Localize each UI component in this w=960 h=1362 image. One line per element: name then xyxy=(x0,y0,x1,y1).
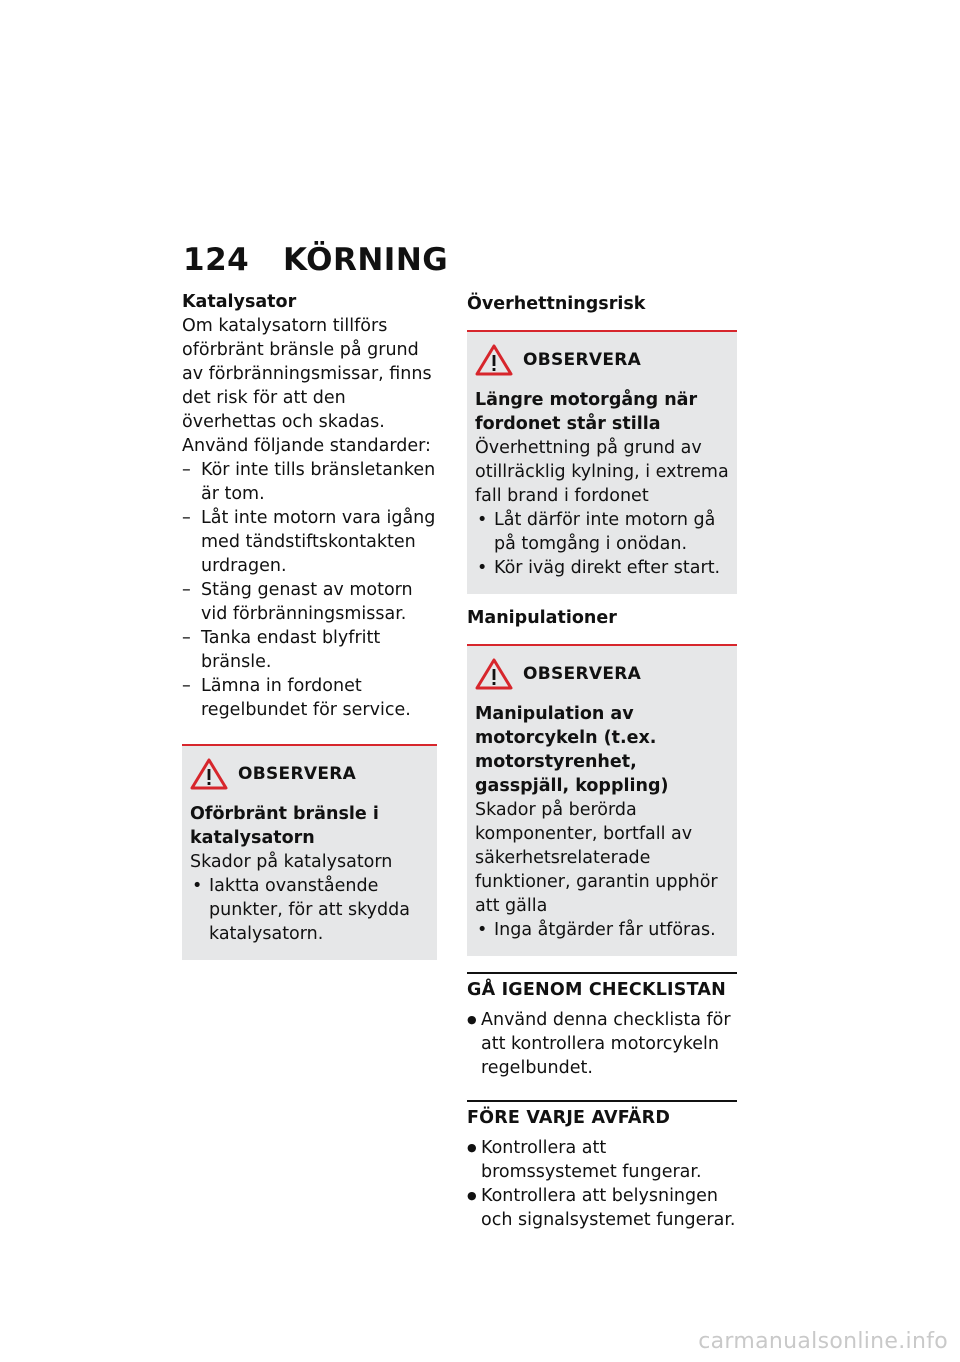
page-number: 124 xyxy=(183,242,250,278)
note-label: OBSERVERA xyxy=(523,664,642,684)
note-header xyxy=(190,758,429,790)
note-header xyxy=(475,658,729,690)
watermark: carmanualsonline.info xyxy=(698,1329,948,1354)
warning-triangle-icon xyxy=(475,658,513,690)
list-item: – Kör inte tills bränsletanken är tom. xyxy=(182,458,437,506)
list-item: – Låt inte motorn vara igång med tändstiftskontakten urdragen. xyxy=(182,506,437,578)
list-item: – Tanka endast blyfritt bränsle. xyxy=(182,626,437,674)
note-title: Längre motorgång när fordonet står stilla xyxy=(475,390,698,434)
left-column xyxy=(182,290,437,960)
manipulation-heading: Manipulationer xyxy=(467,608,617,628)
note-title: Oförbränt bränsle i katalysatorn xyxy=(190,804,379,848)
catalyst-intro: Om katalysatorn tillförs oförbränt bränsle på grund av förbränningsmissar, finns det risk för att den överhettas och skadas. xyxy=(182,316,432,432)
note-body: Skador på berörda komponenter, bortfall av säkerhetsrelaterade funktioner, garantin upphör att gälla xyxy=(475,800,718,916)
note-bullet: • Låt därför inte motorn gå på tomgång i onödan. xyxy=(475,508,729,556)
chapter-title: KÖRNING xyxy=(283,242,449,278)
right-column xyxy=(467,292,737,1232)
list-item: – Stäng genast av motorn vid förbränningsmissar. xyxy=(182,578,437,626)
list-item: – Lämna in fordonet regelbundet för service. xyxy=(182,674,437,722)
checklist-heading: GÅ IGENOM CHECKLISTAN xyxy=(467,972,737,1002)
page-header xyxy=(183,242,448,278)
list-item: ● Kontrollera att belysningen och signalsystemet fungerar. xyxy=(467,1184,737,1232)
note-bullet: • Kör iväg direkt efter start. xyxy=(475,556,729,580)
note-bullet: • Inga åtgärder får utföras. xyxy=(475,918,729,942)
note-label: OBSERVERA xyxy=(523,350,642,370)
overheat-note xyxy=(467,330,737,594)
manipulation-note xyxy=(467,644,737,956)
catalyst-note xyxy=(182,744,437,960)
catalyst-heading: Katalysator xyxy=(182,292,297,312)
note-body: Överhettning på grund av otillräcklig kylning, i extrema fall brand i fordonet xyxy=(475,438,729,506)
list-item: ● Kontrollera att bromssystemet fungerar. xyxy=(467,1136,737,1184)
before-ride-heading: FÖRE VARJE AVFÄRD xyxy=(467,1100,737,1130)
warning-triangle-icon xyxy=(475,344,513,376)
note-label: OBSERVERA xyxy=(238,764,357,784)
list-item: ● Använd denna checklista för att kontrollera motorcykeln regelbundet. xyxy=(467,1008,737,1080)
note-header xyxy=(475,344,729,376)
overheat-heading: Överhettningsrisk xyxy=(467,294,646,314)
warning-triangle-icon xyxy=(190,758,228,790)
note-body: Skador på katalysatorn xyxy=(190,852,393,872)
standards-intro: Använd följande standarder: xyxy=(182,436,431,456)
note-title: Manipulation av motorcykeln (t.ex. motorstyrenhet, gasspjäll, koppling) xyxy=(475,704,669,796)
note-bullet: • Iaktta ovanstående punkter, för att skydda katalysatorn. xyxy=(190,874,429,946)
